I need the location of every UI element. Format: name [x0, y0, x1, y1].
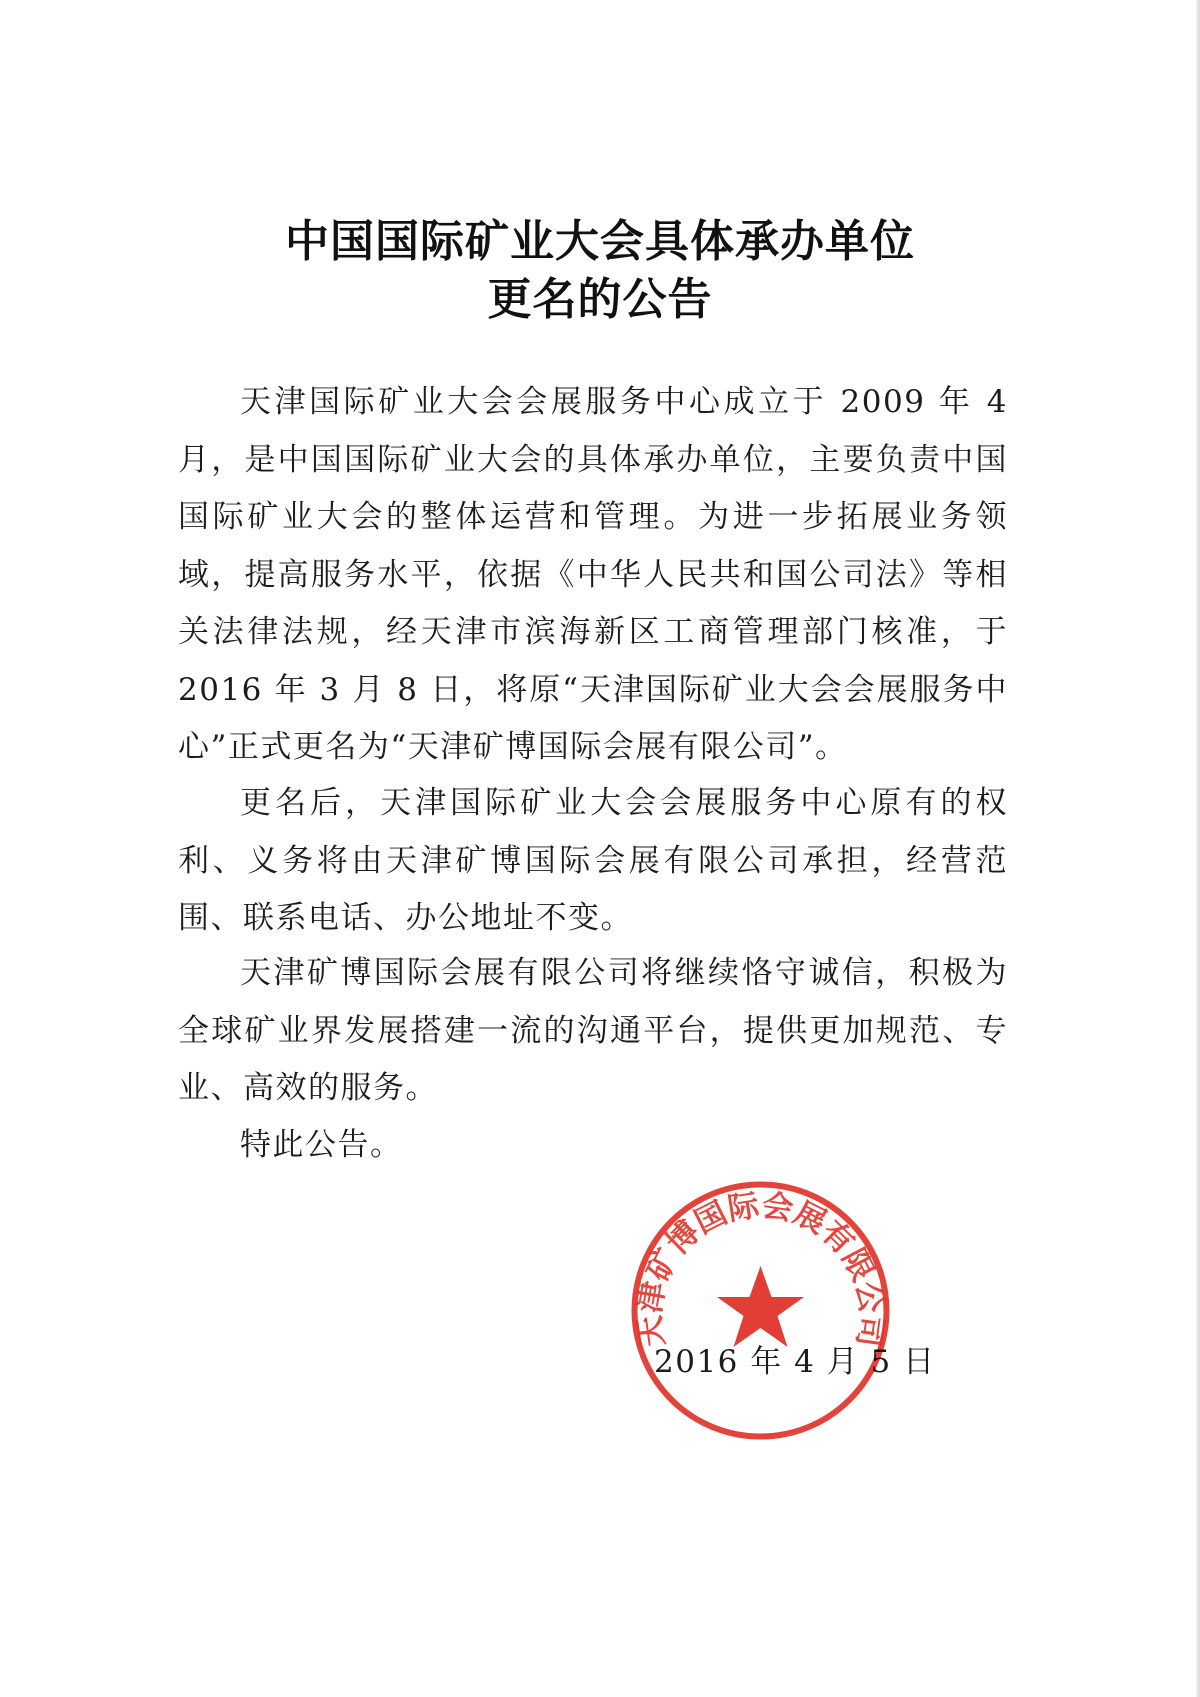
company-seal: [628, 1178, 893, 1443]
seal-star-icon: [717, 1266, 804, 1347]
document-title-line-1: 中国国际矿业大会具体承办单位: [285, 216, 915, 267]
paragraph-2: 更名后，天津国际矿业大会会展服务中心原有的权利、义务将由天津矿博国际会展有限公司承担，经营范围、联系电话、办公地址不变。: [178, 785, 1008, 936]
seal-text: 天津矿博国际会展有限公司: [631, 1187, 890, 1350]
paragraph-4: 特此公告。: [240, 1127, 403, 1163]
paragraph-1: 天津国际矿业大会会展服务中心成立于 2009 年 4 月，是中国国际矿业大会的具体承办单位，主要负责中国国际矿业大会的整体运营和管理。为进一步拓展业务领域，提高服务水平，依据《中华人民共和国公司法》等相关法律法规，经天津市滨海新区工商管理部门核准，于 2016 年 3 月 8 日，将原“天津国际矿业大会会展服务中心”正式更名为“天津矿博国际会展有限公司”。: [178, 384, 1008, 765]
paragraph-3: 天津矿博国际会展有限公司将继续恪守诚信，积极为全球矿业界发展搭建一流的沟通平台，提供更加规范、专业、高效的服务。: [178, 955, 1008, 1106]
document-date: 2016 年 4 月 5 日: [654, 1344, 936, 1380]
document-title-line-2: 更名的公告: [487, 274, 713, 325]
